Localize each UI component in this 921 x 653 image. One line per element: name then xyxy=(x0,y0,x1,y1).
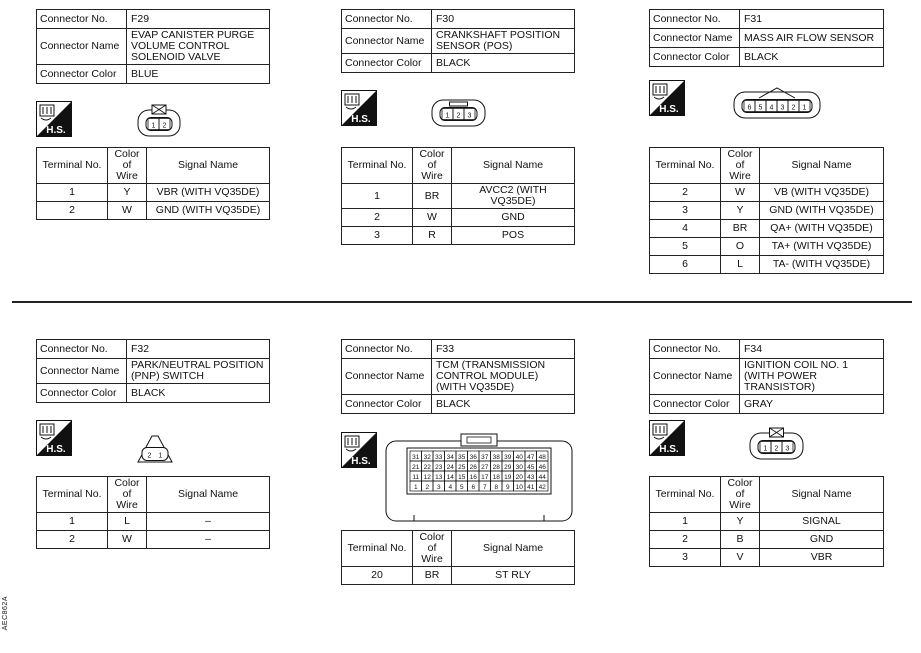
wire-color-cell: Y xyxy=(721,202,760,220)
pin-number: 9 xyxy=(505,484,510,491)
terminal-table xyxy=(36,476,270,549)
connector-color-value: BLACK xyxy=(740,48,884,67)
wire-color-cell: BR xyxy=(413,184,452,209)
connector-name-label: Connector Name xyxy=(342,29,432,54)
hs-label: H.S. xyxy=(659,104,679,115)
terminal-no-cell: 3 xyxy=(650,549,721,567)
terminal-no-cell: 3 xyxy=(342,227,413,245)
terminal-no-cell: 2 xyxy=(650,184,721,202)
connector-name-value: CRANKSHAFT POSITION SENSOR (POS) xyxy=(432,29,575,54)
wire-color-cell: Y xyxy=(721,513,760,531)
terminal-no-header: Terminal No. xyxy=(342,148,413,184)
pin-number: 3 xyxy=(780,104,785,112)
connector-no-value: F32 xyxy=(127,340,270,359)
connector-name-label: Connector Name xyxy=(650,29,740,48)
table-row xyxy=(342,209,575,227)
connector-color-label: Connector Color xyxy=(342,395,432,414)
pin-number: 2 xyxy=(147,452,152,460)
pin-number: 34 xyxy=(446,454,454,461)
terminal-table xyxy=(341,147,575,245)
terminal-table xyxy=(649,476,884,567)
signal-name-cell: VBR xyxy=(760,549,884,567)
signal-name-cell: GND xyxy=(760,531,884,549)
pin-number: 19 xyxy=(504,474,512,481)
harness-side-icon xyxy=(649,80,685,116)
connector-color-value: BLACK xyxy=(432,54,575,73)
signal-name-cell: VBR (WITH VQ35DE) xyxy=(147,184,270,202)
terminal-no-header: Terminal No. xyxy=(342,531,413,567)
connector-color-value: BLUE xyxy=(127,65,270,84)
pin-number: 42 xyxy=(538,484,546,491)
pin-number: 2 xyxy=(791,104,796,112)
signal-name-cell: VB (WITH VQ35DE) xyxy=(760,184,884,202)
pin-number: 16 xyxy=(469,474,477,481)
color-of-wire-header: Color of Wire xyxy=(108,148,147,184)
signal-name-cell: – xyxy=(147,531,270,549)
harness-side-icon xyxy=(341,90,377,126)
connector-face-diagram xyxy=(136,104,182,140)
pin-number: 37 xyxy=(481,454,489,461)
pin-number: 18 xyxy=(492,474,500,481)
pin-number: 2 xyxy=(774,445,779,453)
table-row xyxy=(37,513,270,531)
hs-label: H.S. xyxy=(46,125,66,136)
signal-name-cell: – xyxy=(147,513,270,531)
figure-code: AEC862A xyxy=(2,596,9,631)
table-row xyxy=(650,220,884,238)
table-row xyxy=(37,531,270,549)
pin-number: 30 xyxy=(515,464,523,471)
pin-number: 26 xyxy=(469,464,477,471)
connector-info-table xyxy=(649,339,884,414)
table-row xyxy=(37,202,270,220)
connector-no-label: Connector No. xyxy=(37,340,127,359)
terminal-no-cell: 1 xyxy=(37,513,108,531)
pin-number: 2 xyxy=(162,122,167,130)
wire-color-cell: W xyxy=(108,531,147,549)
table-row xyxy=(650,513,884,531)
connector-info-table xyxy=(36,339,270,403)
connector-no-value: F29 xyxy=(127,10,270,29)
terminal-no-cell: 1 xyxy=(650,513,721,531)
pin-number: 3 xyxy=(785,445,790,453)
pin-number: 22 xyxy=(423,464,431,471)
signal-name-cell: TA+ (WITH VQ35DE) xyxy=(760,238,884,256)
connector-no-value: F33 xyxy=(432,340,575,359)
terminal-no-cell: 20 xyxy=(342,567,413,585)
pin-number: 4 xyxy=(448,484,453,491)
pin-number: 1 xyxy=(763,445,768,453)
connector-info-table xyxy=(649,9,884,67)
connector-no-value: F31 xyxy=(740,10,884,29)
signal-name-cell: GND xyxy=(452,209,575,227)
terminal-no-cell: 2 xyxy=(37,202,108,220)
pin-number: 20 xyxy=(515,474,523,481)
signal-name-header: Signal Name xyxy=(760,148,884,184)
terminal-no-header: Terminal No. xyxy=(650,148,721,184)
pin-number: 7 xyxy=(482,484,487,491)
wire-color-cell: V xyxy=(721,549,760,567)
pin-number: 25 xyxy=(458,464,466,471)
pin-number: 38 xyxy=(492,454,500,461)
connector-color-label: Connector Color xyxy=(650,395,740,414)
terminal-table xyxy=(649,147,884,274)
connector-color-label: Connector Color xyxy=(37,65,127,84)
hs-label: H.S. xyxy=(351,114,371,125)
signal-name-header: Signal Name xyxy=(147,477,270,513)
pin-number: 23 xyxy=(435,464,443,471)
pin-number: 11 xyxy=(412,474,420,481)
table-row xyxy=(650,531,884,549)
signal-name-cell: QA+ (WITH VQ35DE) xyxy=(760,220,884,238)
pin-number: 1 xyxy=(413,484,418,491)
terminal-no-cell: 2 xyxy=(37,531,108,549)
pin-number: 1 xyxy=(158,452,163,460)
signal-name-cell: SIGNAL xyxy=(760,513,884,531)
wire-color-cell: W xyxy=(721,184,760,202)
pin-number: 15 xyxy=(458,474,466,481)
pin-number: 36 xyxy=(469,454,477,461)
pin-number: 1 xyxy=(445,112,450,120)
connector-name-label: Connector Name xyxy=(37,29,127,65)
connector-name-value: EVAP CANISTER PURGE VOLUME CONTROL SOLENOID VALVE xyxy=(127,29,270,65)
table-row xyxy=(342,184,575,209)
wire-color-cell: BR xyxy=(721,220,760,238)
hs-label: H.S. xyxy=(659,444,679,455)
signal-name-header: Signal Name xyxy=(452,148,575,184)
pin-number: 1 xyxy=(151,122,156,130)
table-row xyxy=(342,567,575,585)
wire-color-cell: L xyxy=(108,513,147,531)
connector-name-label: Connector Name xyxy=(37,359,127,384)
terminal-no-cell: 2 xyxy=(650,531,721,549)
pin-number: 6 xyxy=(471,484,476,491)
connector-no-label: Connector No. xyxy=(342,10,432,29)
terminal-no-cell: 2 xyxy=(342,209,413,227)
connector-color-label: Connector Color xyxy=(37,384,127,403)
signal-name-cell: TA- (WITH VQ35DE) xyxy=(760,256,884,274)
hs-label: H.S. xyxy=(351,456,371,467)
terminal-no-cell: 6 xyxy=(650,256,721,274)
wire-color-cell: Y xyxy=(108,184,147,202)
table-row xyxy=(650,202,884,220)
connector-no-value: F34 xyxy=(740,340,884,359)
pin-number: 31 xyxy=(412,454,420,461)
pin-number: 28 xyxy=(492,464,500,471)
terminal-no-header: Terminal No. xyxy=(650,477,721,513)
terminal-no-header: Terminal No. xyxy=(37,148,108,184)
terminal-no-cell: 4 xyxy=(650,220,721,238)
terminal-no-header: Terminal No. xyxy=(37,477,108,513)
connector-no-label: Connector No. xyxy=(650,10,740,29)
pin-number: 40 xyxy=(515,454,523,461)
table-row xyxy=(342,227,575,245)
connector-face-diagram xyxy=(732,86,822,122)
connector-name-label: Connector Name xyxy=(342,359,432,395)
pin-number: 13 xyxy=(435,474,443,481)
pin-number: 29 xyxy=(504,464,512,471)
signal-name-cell: GND (WITH VQ35DE) xyxy=(760,202,884,220)
table-row xyxy=(650,238,884,256)
connector-name-value: TCM (TRANSMISSION CONTROL MODULE) (WITH VQ35DE) xyxy=(432,359,575,395)
pin-number: 5 xyxy=(459,484,464,491)
connector-color-value: BLACK xyxy=(432,395,575,414)
wire-color-cell: BR xyxy=(413,567,452,585)
pin-number: 39 xyxy=(504,454,512,461)
harness-side-icon xyxy=(36,101,72,137)
connector-color-value: BLACK xyxy=(127,384,270,403)
wire-color-cell: B xyxy=(721,531,760,549)
connector-info-table xyxy=(341,339,575,414)
harness-side-icon xyxy=(341,432,377,468)
signal-name-cell: AVCC2 (WITH VQ35DE) xyxy=(452,184,575,209)
color-of-wire-header: Color of Wire xyxy=(721,477,760,513)
harness-side-icon xyxy=(649,420,685,456)
connector-info-table xyxy=(341,9,575,73)
connector-name-value: IGNITION COIL NO. 1 (WITH POWER TRANSISTOR) xyxy=(740,359,884,395)
table-row xyxy=(650,256,884,274)
table-row xyxy=(37,184,270,202)
pin-number: 48 xyxy=(538,454,546,461)
connector-no-label: Connector No. xyxy=(650,340,740,359)
signal-name-cell: GND (WITH VQ35DE) xyxy=(147,202,270,220)
wire-color-cell: R xyxy=(413,227,452,245)
signal-name-header: Signal Name xyxy=(452,531,575,567)
pin-number: 5 xyxy=(758,104,763,112)
connector-face-diagram xyxy=(132,430,178,466)
pin-number: 6 xyxy=(747,104,752,112)
terminal-no-cell: 1 xyxy=(37,184,108,202)
connector-info-table xyxy=(36,9,270,84)
wire-color-cell: L xyxy=(721,256,760,274)
signal-name-header: Signal Name xyxy=(147,148,270,184)
pin-number: 3 xyxy=(467,112,472,120)
pin-number: 45 xyxy=(527,464,535,471)
connector-color-label: Connector Color xyxy=(342,54,432,73)
color-of-wire-header: Color of Wire xyxy=(413,148,452,184)
connector-name-label: Connector Name xyxy=(650,359,740,395)
terminal-table xyxy=(341,530,575,585)
connector-no-label: Connector No. xyxy=(37,10,127,29)
wire-color-cell: W xyxy=(108,202,147,220)
terminal-no-cell: 3 xyxy=(650,202,721,220)
pin-number: 21 xyxy=(412,464,420,471)
pin-number: 43 xyxy=(527,474,535,481)
pin-number: 2 xyxy=(425,484,430,491)
color-of-wire-header: Color of Wire xyxy=(108,477,147,513)
connector-color-label: Connector Color xyxy=(650,48,740,67)
signal-name-cell: POS xyxy=(452,227,575,245)
hs-label: H.S. xyxy=(46,444,66,455)
pin-number: 44 xyxy=(538,474,546,481)
pin-number: 3 xyxy=(436,484,441,491)
connector-face-diagram xyxy=(748,427,805,463)
color-of-wire-header: Color of Wire xyxy=(721,148,760,184)
terminal-no-cell: 5 xyxy=(650,238,721,256)
connector-no-label: Connector No. xyxy=(342,340,432,359)
section-divider xyxy=(12,301,912,303)
pin-number: 27 xyxy=(481,464,489,471)
pin-number: 46 xyxy=(538,464,546,471)
table-row xyxy=(650,184,884,202)
connector-name-value: PARK/NEUTRAL POSITION (PNP) SWITCH xyxy=(127,359,270,384)
pin-number: 33 xyxy=(435,454,443,461)
wire-color-cell: W xyxy=(413,209,452,227)
connector-face-diagram xyxy=(384,433,574,523)
terminal-no-cell: 1 xyxy=(342,184,413,209)
pin-number: 24 xyxy=(446,464,454,471)
connector-name-value: MASS AIR FLOW SENSOR xyxy=(740,29,884,48)
pin-number: 4 xyxy=(769,104,774,112)
pin-number: 8 xyxy=(494,484,499,491)
connector-color-value: GRAY xyxy=(740,395,884,414)
pin-number: 14 xyxy=(446,474,454,481)
pin-number: 32 xyxy=(423,454,431,461)
pin-number: 12 xyxy=(423,474,431,481)
table-row xyxy=(650,549,884,567)
pin-number: 47 xyxy=(527,454,535,461)
connector-face-diagram xyxy=(430,94,487,130)
wire-color-cell: O xyxy=(721,238,760,256)
pin-number: 41 xyxy=(527,484,535,491)
pin-number: 1 xyxy=(802,104,807,112)
harness-side-icon xyxy=(36,420,72,456)
signal-name-header: Signal Name xyxy=(760,477,884,513)
pin-number: 17 xyxy=(481,474,489,481)
pin-number: 35 xyxy=(458,454,466,461)
color-of-wire-header: Color of Wire xyxy=(413,531,452,567)
pin-number: 10 xyxy=(515,484,523,491)
signal-name-cell: ST RLY xyxy=(452,567,575,585)
pin-number: 2 xyxy=(456,112,461,120)
connector-no-value: F30 xyxy=(432,10,575,29)
terminal-table xyxy=(36,147,270,220)
